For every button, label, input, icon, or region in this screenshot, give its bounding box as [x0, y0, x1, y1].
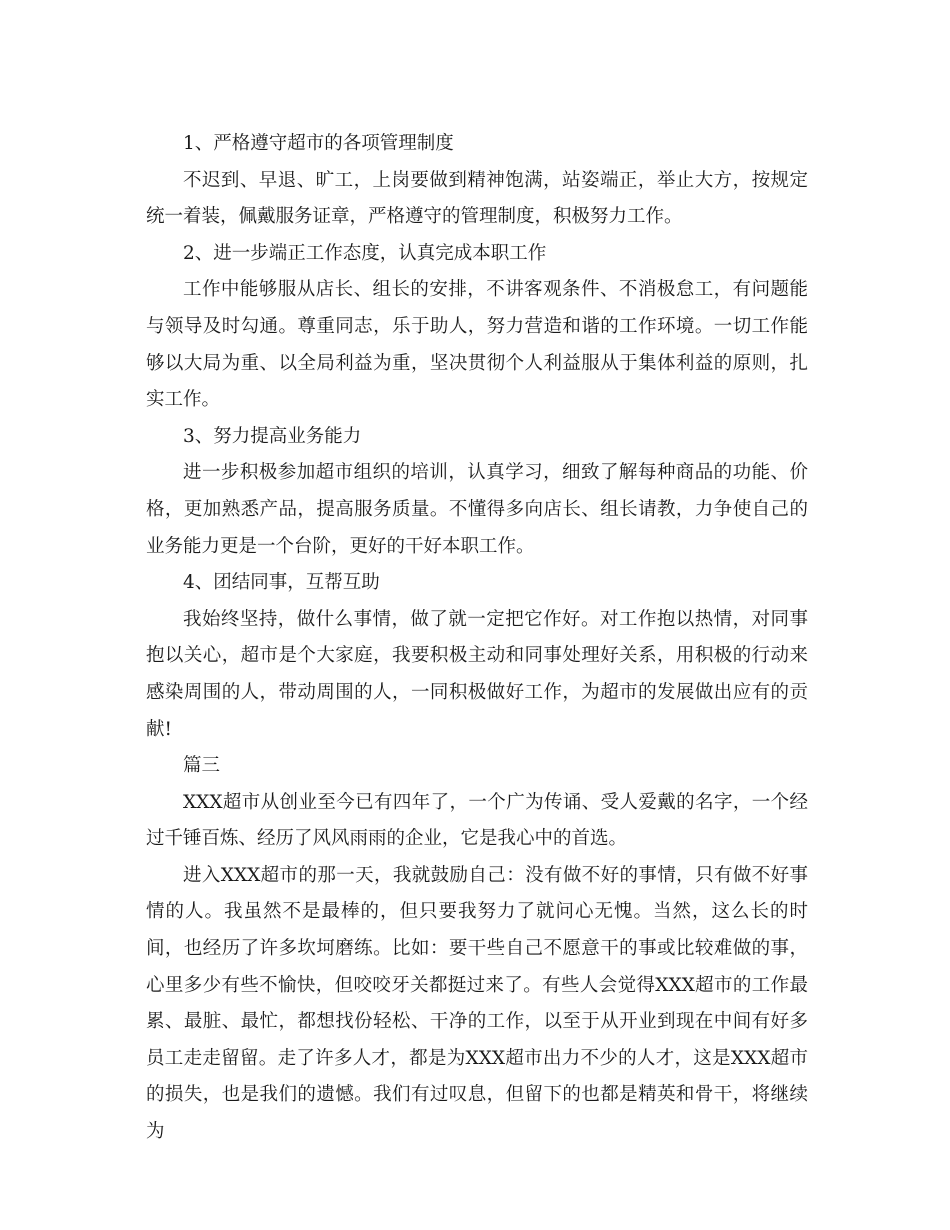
- paragraph-6: 进入XXX超市的那一天，我就鼓励自己：没有做不好的事情，只有做不好事情的人。我虽然不是最棒的，但只要我努力了就问心无愧。当然，这么长的时间，也经历了许多坎坷磨练。比如：要干些自己不愿意干的事或比较难做的事，心里多少有些不愉快，但咬咬牙关都挺过来了。有些人会觉得XXX超市的工作最累、最脏、最忙，都想找份轻松、干净的工作，以至于从开业到现在中间有好多员工走走留留。走了许多人才，都是为XXX超市出力不少的人才，这是XXX超市的损失，也是我们的遗憾。我们有过叹息，但留下的也都是精英和骨干，将继续为: [146, 864, 808, 1143]
- section-heading-2: 2、进一步端正工作态度，认真完成本职工作: [183, 242, 547, 264]
- section-heading-4: 4、团结同事，互帮互助: [183, 572, 380, 594]
- document-body: [146, 126, 808, 1151]
- paragraph-2: 工作中能够服从店长、组长的安排，不讲客观条件、不消极怠工，有问题能与领导及时勾通。尊重同志，乐于助人，努力营造和谐的工作环境。一切工作能够以大局为重、以全局利益为重，坚决贯彻个人利益服从于集体利益的原则，扎实工作。: [146, 279, 808, 411]
- section-heading-1: 1、严格遵守超市的各项管理制度: [183, 133, 454, 154]
- paragraph-4: 我始终坚持，做什么事情，做了就一定把它作好。对工作抱以热情，对同事抱以关心，超市是个大家庭，我要积极主动和同事处理好关系，用积极的行动来感染周围的人，带动周围的人，一同积极做好工作，为超市的发展做出应有的贡献!: [146, 608, 808, 740]
- paragraph-3: 进一步积极参加超市组织的培训，认真学习，细致了解每种商品的功能、价格，更加熟悉产品，提高服务质量。不懂得多向店长、组长请教，力争使自己的业务能力更是一个台阶，更好的干好本职工作。: [146, 462, 808, 557]
- paragraph-1: 不迟到、早退、旷工，上岗要做到精神饱满，站姿端正，举止大方，按规定统一着装，佩戴服务证章，严格遵守的管理制度，积极努力工作。: [146, 169, 808, 228]
- part-three-heading: 篇三: [183, 755, 221, 777]
- section-heading-3: 3、努力提高业务能力: [183, 425, 362, 447]
- paragraph-5: XXX超市从创业至今已有四年了，一个广为传诵、受人爱戴的名字，一个经过千锤百炼、经历了风风雨雨的企业，它是我心中的首选。: [146, 791, 808, 850]
